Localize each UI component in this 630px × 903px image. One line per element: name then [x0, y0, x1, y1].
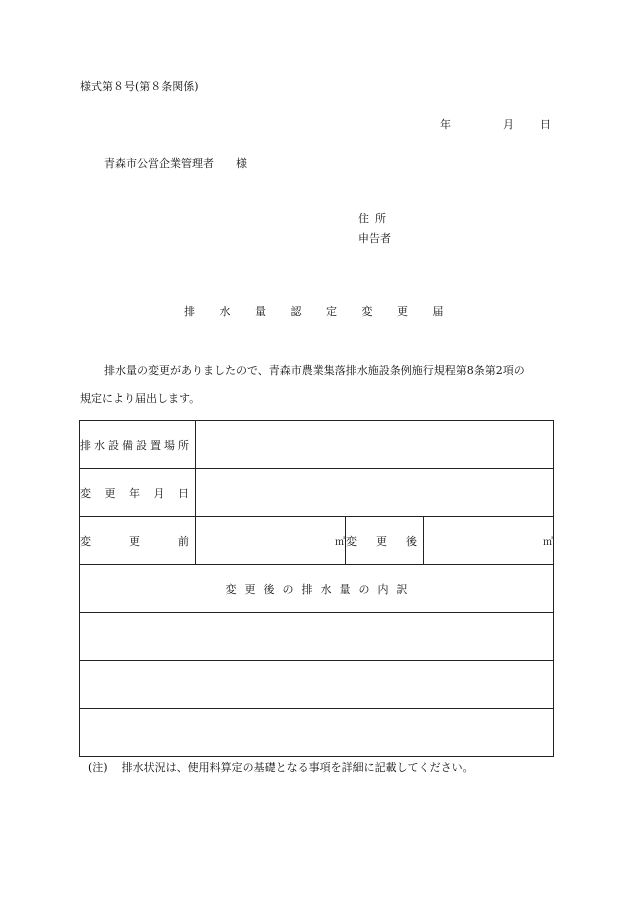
- breakdown-input-3[interactable]: [80, 709, 554, 757]
- body-text-line-1: 排水量の変更がありましたので、青森市農業集落排水施設条例施行規程第8条第2項の: [104, 364, 525, 377]
- location-input[interactable]: [196, 421, 554, 469]
- document-title: [184, 305, 468, 319]
- note-prefix: (注): [88, 761, 108, 774]
- label-char: 更: [376, 534, 387, 548]
- form-table: [79, 420, 554, 757]
- date-month: 月: [503, 118, 514, 131]
- after-volume-input[interactable]: [424, 517, 554, 565]
- label-char: 日: [178, 486, 189, 500]
- label-char: 設: [108, 438, 119, 452]
- header-char: 後: [263, 582, 275, 596]
- date-year: 年: [440, 118, 451, 131]
- title-char: 更: [397, 305, 408, 318]
- breakdown-row-1: [80, 613, 554, 661]
- label-char: 年: [129, 486, 140, 500]
- title-char: 量: [255, 305, 266, 318]
- label-char: 置: [150, 438, 161, 452]
- title-char: 届: [432, 305, 444, 318]
- title-char: 定: [326, 305, 337, 318]
- before-volume-input[interactable]: [196, 517, 346, 565]
- label-char: 変: [346, 534, 357, 548]
- form-number: 様式第８号(第８条関係): [80, 80, 199, 93]
- label-char: 後: [406, 534, 417, 548]
- label-char: 排: [80, 438, 91, 452]
- label-char: 更: [104, 486, 116, 500]
- header-char: の: [358, 582, 370, 596]
- after-label-cell: [346, 517, 424, 565]
- addressee: [104, 157, 247, 171]
- label-char: 変: [80, 534, 91, 548]
- title-char: 排: [184, 305, 195, 318]
- breakdown-header: [80, 565, 554, 613]
- breakdown-row-3: [80, 709, 554, 757]
- after-unit: ㎥: [543, 537, 554, 548]
- note-text: 排水状況は、使用料算定の基礎となる事項を詳細に記載してください。: [121, 761, 474, 774]
- label-char: 水: [94, 438, 105, 452]
- header-char: の: [282, 582, 294, 596]
- header-char: 訳: [396, 582, 408, 596]
- address-label: 住所: [358, 212, 392, 225]
- before-label-cell: [80, 517, 196, 565]
- before-unit: ㎥: [335, 537, 345, 548]
- header-char: 量: [339, 582, 351, 596]
- row-volume: [80, 517, 554, 565]
- title-char: 水: [219, 305, 231, 318]
- honorific: 様: [236, 157, 247, 170]
- label-char: 設: [136, 438, 147, 452]
- label-char: 所: [178, 438, 189, 452]
- header-char: 排: [301, 582, 313, 596]
- location-label: [80, 437, 195, 453]
- breakdown-input-2[interactable]: [80, 661, 554, 709]
- body-text-line-2: 規定により届出します。: [80, 392, 201, 405]
- row-change-date: [80, 469, 554, 517]
- date-day: 日: [540, 118, 551, 131]
- date-line: [440, 118, 551, 132]
- change-date-label: [80, 485, 195, 501]
- title-char: 認: [290, 305, 302, 318]
- breakdown-row-2: [80, 661, 554, 709]
- label-char: 場: [164, 438, 175, 452]
- before-label: [80, 533, 195, 549]
- after-label: [346, 533, 423, 549]
- label-char: 更: [129, 534, 140, 548]
- header-char: 変: [225, 582, 237, 596]
- applicant-label: 申告者: [358, 232, 391, 245]
- label-char: 変: [80, 486, 91, 500]
- header-char: 水: [320, 582, 332, 596]
- title-char: 変: [361, 305, 373, 318]
- location-label-cell: [80, 421, 196, 469]
- addressee-name: 青森市公営企業管理者: [104, 157, 214, 170]
- note: [88, 761, 474, 775]
- row-breakdown-header: [80, 565, 554, 613]
- label-char: 備: [122, 438, 133, 452]
- label-char: 前: [178, 534, 189, 548]
- change-date-label-cell: [80, 469, 196, 517]
- header-char: 更: [244, 582, 256, 596]
- row-location: [80, 421, 554, 469]
- label-char: 月: [153, 486, 165, 500]
- breakdown-input-1[interactable]: [80, 613, 554, 661]
- header-char: 内: [377, 582, 389, 596]
- change-date-input[interactable]: [196, 469, 554, 517]
